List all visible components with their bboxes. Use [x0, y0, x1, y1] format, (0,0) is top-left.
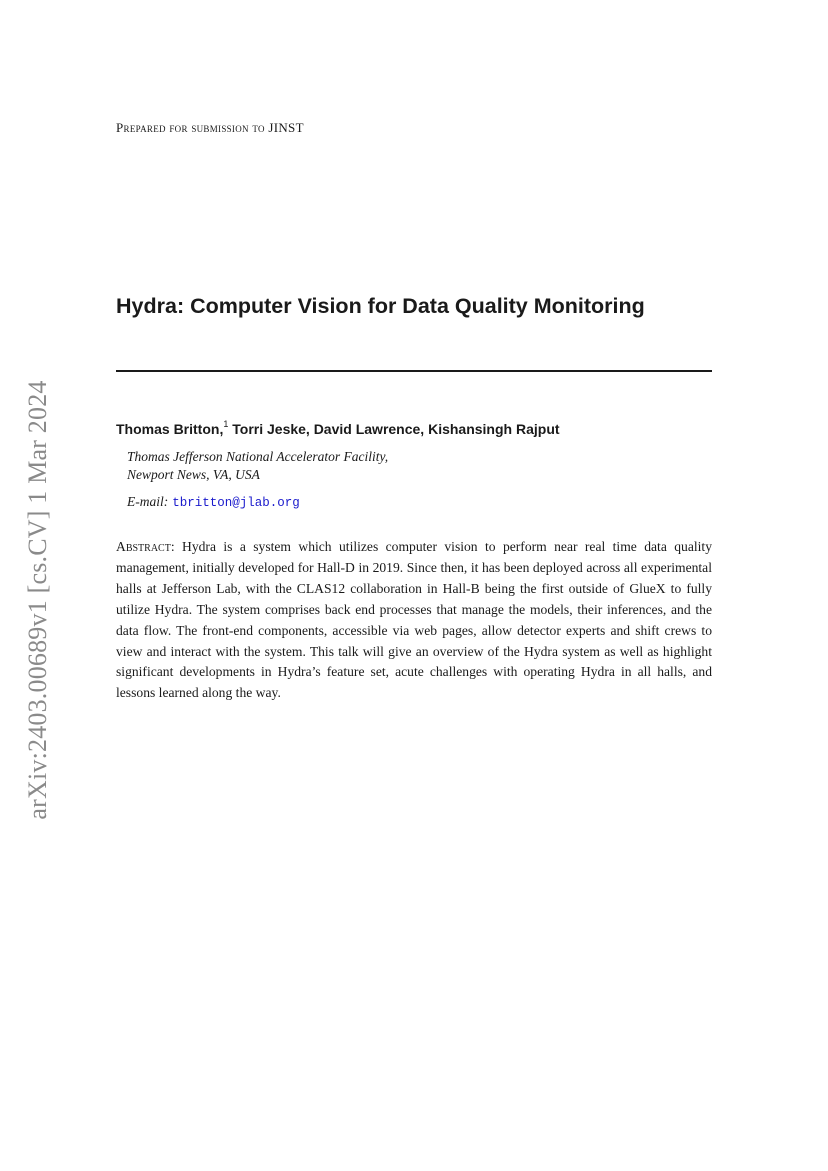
- author-rest: Torri Jeske, David Lawrence, Kishansingh Rajput: [232, 421, 560, 437]
- title-divider: [116, 370, 712, 372]
- author-first: Thomas Britton,: [116, 421, 224, 437]
- email-label: E-mail:: [127, 494, 169, 509]
- affiliation-line-1: Thomas Jefferson National Accelerator Facility,: [127, 449, 389, 464]
- email-link[interactable]: tbritton@jlab.org: [172, 496, 300, 510]
- affiliation-line-2: Newport News, VA, USA: [127, 467, 260, 482]
- abstract-label: Abstract:: [116, 539, 175, 554]
- author-list: [116, 421, 560, 437]
- abstract: [116, 537, 712, 704]
- paper-title: Hydra: Computer Vision for Data Quality Monitoring: [116, 294, 645, 318]
- arxiv-identifier: arXiv:2403.00689v1 [cs.CV] 1 Mar 2024: [23, 380, 52, 820]
- affiliation-mark: 1: [223, 419, 229, 429]
- affiliation: [127, 448, 388, 484]
- submission-note: Prepared for submission to JINST: [116, 120, 304, 135]
- abstract-text: Hydra is a system which utilizes computer vision to perform near real time data quality management, initially developed for Hall-D in 2019. Since then, it has been deployed across all experimental halls at Jefferson Lab, with the CLAS12 collaboration in Hall-B being the first outside of GlueX to fully utilize Hydra. The system comprises back end processes that manage the models, their inferences, and the data flow. The front-end components, accessible via web pages, allow detector experts and shift crews to view and interact with the system. This talk will give an overview of the Hydra system as well as highlight significant developments in Hydra’s feature set, acute challenges with operating Hydra in all halls, and lessons learned along the way.: [116, 539, 712, 701]
- email-line: [127, 494, 300, 510]
